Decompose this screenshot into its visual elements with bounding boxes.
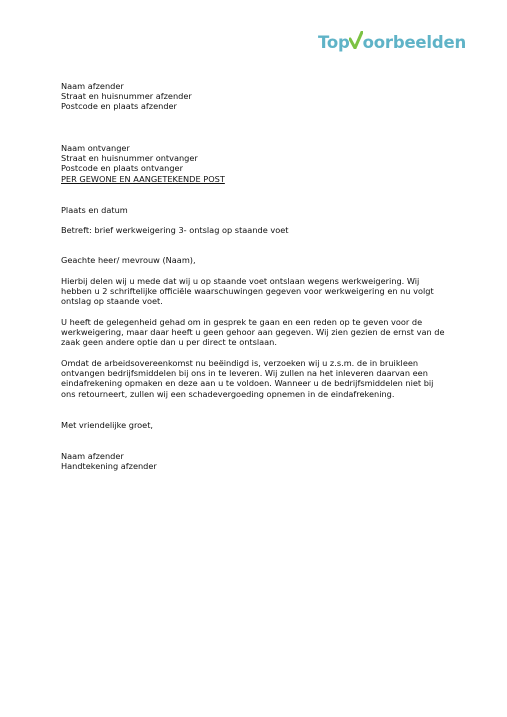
logo-text-rest: oorbeelden: [362, 33, 467, 52]
recipient-address: [61, 143, 225, 184]
recipient-name: Naam ontvanger: [61, 143, 130, 153]
paragraph-line: Omdat de arbeidsovereenkomst nu beëindigd is, verzoeken wij u z.s.m. de in bruikleen: [61, 358, 419, 368]
delivery-method: PER GEWONE EN AANGETEKENDE POST: [61, 173, 225, 184]
paragraph-line: ontslag op staande voet.: [61, 296, 163, 307]
paragraph-line: Hierbij delen wij u mede dat wij u op staande voet ontslaan wegens werkweigering. Wij: [61, 276, 420, 286]
signature-name: Naam afzender: [61, 451, 124, 461]
paragraph-line: zaak geen andere optie dan u per direct te ontslaan.: [61, 337, 277, 348]
recipient-street: Straat en huisnummer ontvanger: [61, 153, 198, 164]
paragraph-line: hebben u 2 schriftelijke officiële waarschuwingen gegeven voor werkweigering en nu volgt: [61, 286, 434, 297]
sender-name: Naam afzender: [61, 81, 124, 91]
signature-block: [61, 451, 157, 471]
paragraph-line: eindafrekening opmaken en deze aan u te voldoen. Wanneer u de bedrijfsmiddelen niet bij: [61, 378, 434, 389]
checkmark-icon: [350, 35, 363, 49]
sender-street: Straat en huisnummer afzender: [61, 91, 192, 102]
logo-text-top: Top: [318, 33, 350, 52]
signature-line: Handtekening afzender: [61, 461, 157, 472]
sender-postal: Postcode en plaats afzender: [61, 101, 177, 112]
paragraph-line: ons retourneert, zullen wij een schadevergoeding opnemen in de eindafrekening.: [61, 388, 395, 399]
salutation: Geachte heer/ mevrouw (Naam),: [61, 255, 196, 265]
recipient-postal: Postcode en plaats ontvanger: [61, 163, 183, 174]
closing: Met vriendelijke groet,: [61, 420, 154, 430]
place-date: Plaats en datum: [61, 205, 128, 215]
paragraph-3: [61, 358, 433, 399]
subject-line: Betreft: brief werkweigering 3- ontslag op staande voet: [61, 225, 289, 235]
paragraph-line: U heeft de gelegenheid gehad om in gesprek te gaan en een reden op te geven voor de: [61, 317, 423, 327]
brand-logo: [318, 33, 466, 52]
paragraph-2: [61, 317, 445, 348]
sender-address: [61, 81, 192, 112]
paragraph-1: [61, 276, 434, 307]
paragraph-line: ontvangen bedrijfsmiddelen bij ons in te leveren. Wij zullen na het inleveren daarvan een: [61, 368, 428, 379]
paragraph-line: werkweigering, maar daar heeft u geen gehoor aan gegeven. Wij zien gezien de ernst van de: [61, 327, 445, 338]
